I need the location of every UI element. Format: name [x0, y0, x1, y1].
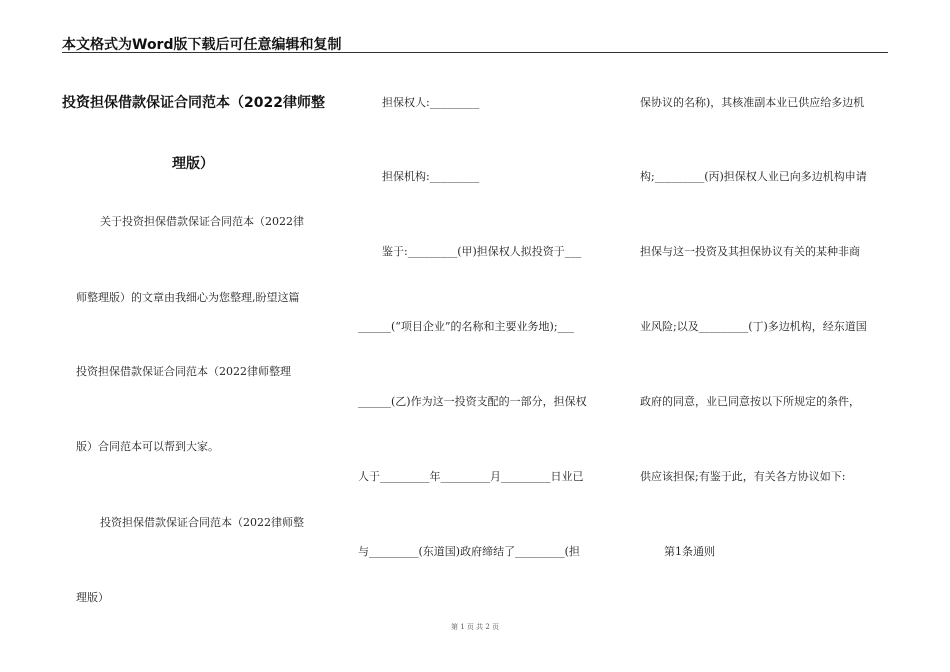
column-2-line-1: 担保权人:_________ — [382, 96, 480, 109]
column-1-line-5: 投资担保借款保证合同范本（2022律师整 — [100, 516, 304, 529]
column-1-line-2: 师整理版）的文章由我细心为您整理,盼望这篇 — [76, 291, 300, 304]
column-2-line-5: ______(乙)作为这一投资支配的一部分，担保权 — [358, 395, 587, 408]
page-header-title: 本文格式为Word版下载后可任意编辑和复制 — [62, 37, 342, 53]
column-3-line-3: 担保与这一投资及其担保协议有关的某种非商 — [640, 245, 860, 258]
column-2-line-6: 人于_________年_________月_________日业已 — [358, 470, 584, 483]
column-1-line-3: 投资担保借款保证合同范本（2022律师整理 — [76, 365, 291, 378]
column-3-line-5: 政府的同意，业已同意按以下所规定的条件， — [640, 395, 860, 408]
document-title-line-2: 理版） — [172, 156, 214, 172]
column-1-line-6: 理版） — [76, 591, 109, 604]
page-number-footer: 第 1 页 共 2 页 — [450, 623, 500, 631]
document-title-line-1: 投资担保借款保证合同范本（2022律师整 — [62, 95, 325, 111]
column-3-line-1: 保协议的名称)，其核准副本业已供应给多边机 — [640, 96, 865, 109]
column-2-line-3: 鉴于:_________(甲)担保权人拟投资于___ — [382, 245, 582, 258]
column-3-line-7: 第1条通则 — [664, 545, 715, 558]
column-1-line-1: 关于投资担保借款保证合同范本（2022律 — [100, 215, 304, 228]
column-3-line-4: 业风险;以及_________(丁)多边机构，经东道国 — [640, 320, 867, 333]
header-divider — [62, 52, 888, 53]
column-1-line-4: 版）合同范本可以帮到大家。 — [76, 440, 219, 453]
column-3-line-2: 构;_________(丙)担保权人业已向多边机构申请 — [640, 170, 867, 183]
column-2-line-7: 与_________(东道国)政府缔结了_________(担 — [358, 545, 580, 558]
column-2-line-2: 担保机构:_________ — [382, 170, 480, 183]
column-2-line-4: ______(“项目企业”的名称和主要业务地);___ — [358, 320, 575, 333]
column-3-line-6: 供应该担保;有鉴于此，有关各方协议如下: — [640, 470, 846, 483]
